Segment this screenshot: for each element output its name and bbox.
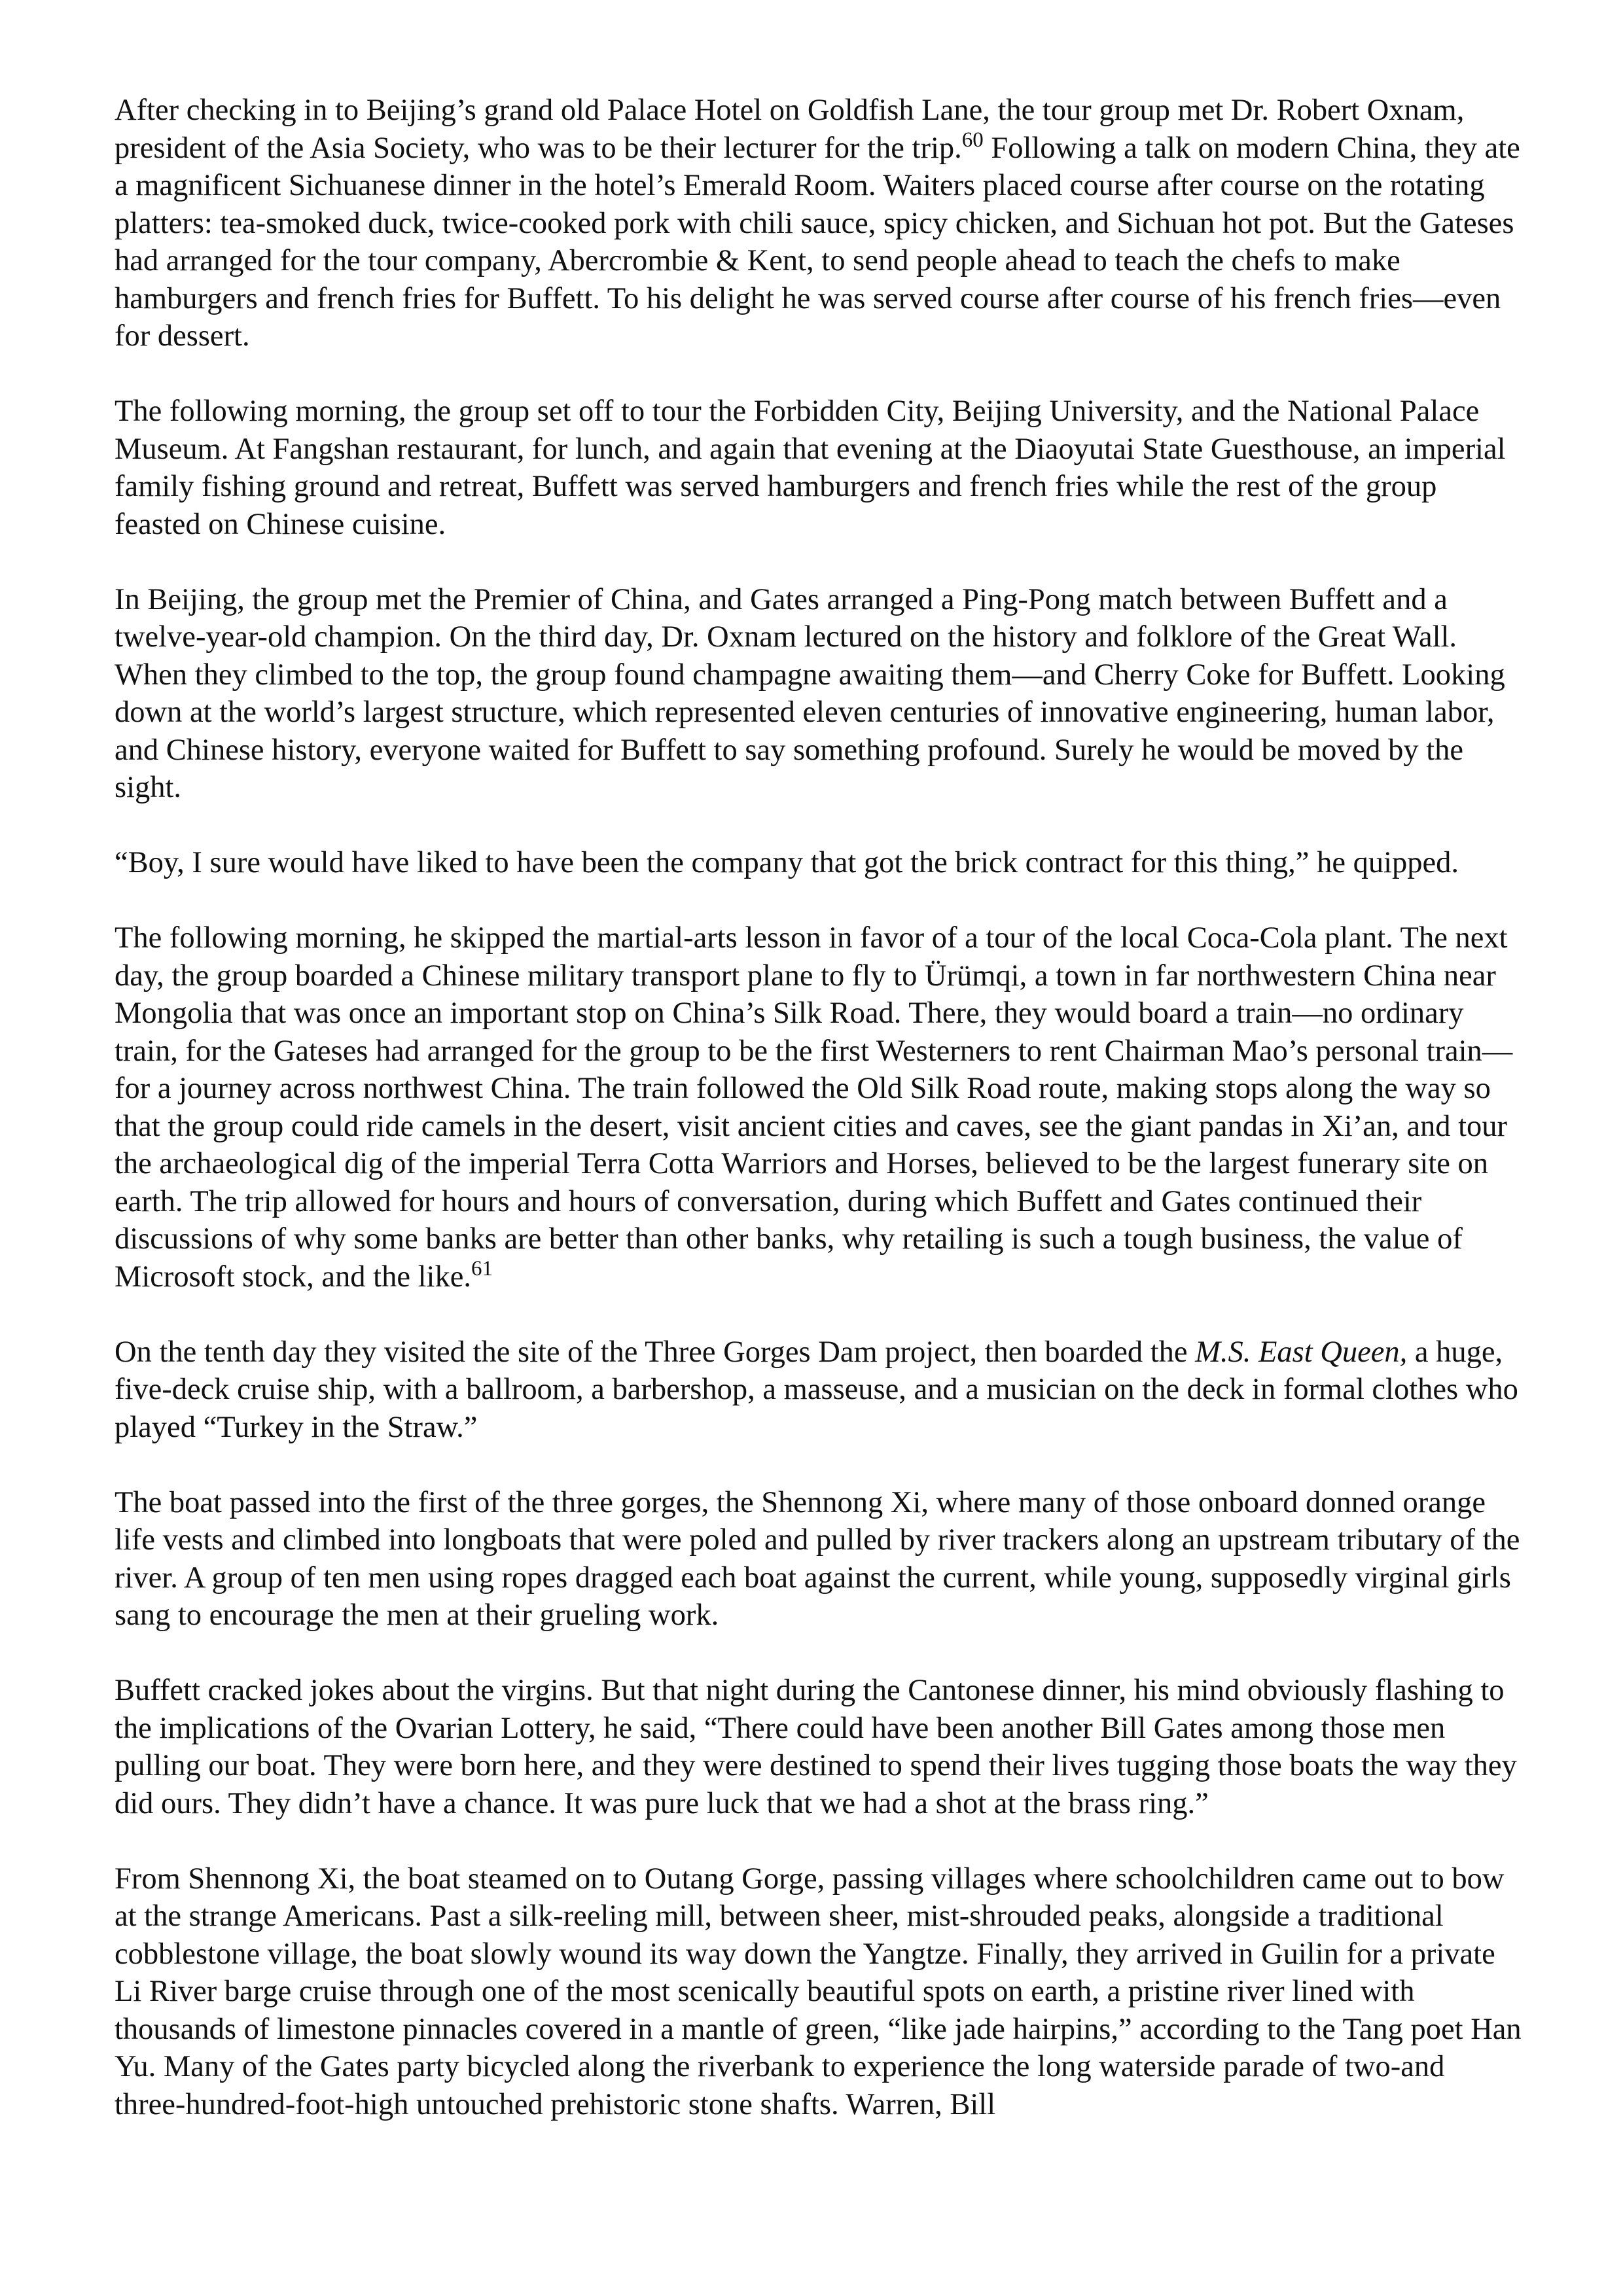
paragraph-text: From Shennong Xi, the boat steamed on to Outang Gorge, passing villages where schoolchildren came out to bow at the strange Americans. Past a silk-reeling mill, between sheer, mist-shrouded peaks, alongside a traditional cobblestone village, the boat slowly wound its way down the Yangtze. Finally, they arrived in Guilin for a private Li River barge cruise through one of the most scenically beautiful spots on earth, a pristine river lined with thousands of limestone pinnacles covered in a mantle of green, “like jade hairpins,” according to the Tang poet Han Yu. Many of the Gates party bicycled along the riverbank to experience the long waterside parade of two-and three-hundred-foot-high untouched prehistoric stone shafts. Warren, Bill (115, 1862, 1522, 2121)
paragraph-text: Following a talk on modern China, they ate a magnificent Sichuanese dinner in the hotel’s Emerald Room. Waiters placed course after course on the rotating platters: tea-smoked duck, twice-cooked pork with chili sauce, spicy chicken, and Sichuan hot pot. But the Gateses had arranged for the tour company, Abercrombie & Kent, to send people ahead to teach the chefs to make hamburgers and french fries for Buffett. To his delight he was served course after course of his french fries—even for dessert. (115, 131, 1520, 353)
paragraph-text: On the tenth day they visited the site of the Three Gorges Dam project, then boarded the (115, 1335, 1196, 1369)
footnote-marker: 60 (961, 128, 984, 152)
paragraph-text: The following morning, he skipped the martial-arts lesson in favor of a tour of the local Coca-Cola plant. The next day, the group boarded a Chinese military transport plane to fly to Ürümqi, a town in far northwestern China near Mongolia that was once an important stop on China’s Silk Road. There, they would board a train—no ordinary train, for the Gateses had arranged for the group to be the first Westerners to rent Chairman Mao’s personal train—for a journey across northwest China. The train followed the Old Silk Road route, making stops along the way so that the group could ride camels in the desert, visit ancient cities and caves, see the giant pandas in Xi’an, and tour the archaeological dig of the imperial Terra Cotta Warriors and Horses, believed to be the largest funerary site on earth. The trip allowed for hours and hours of conversation, during which Buffett and Gates continued their discussions of why some banks are better than other banks, why retailing is such a tough business, the value of Microsoft stock, and the like. (115, 921, 1513, 1294)
paragraph-text: After checking in to Beijing’s grand old Palace Hotel on Goldfish Lane, the tour group met Dr. Robert Oxnam, president of the Asia Society, who was to be their lecturer for the trip. (115, 94, 1465, 165)
footnote-marker: 61 (471, 1256, 493, 1280)
body-paragraph (115, 1333, 1522, 1447)
body-paragraph (115, 92, 1522, 355)
ship-name: M.S. East Queen, (1195, 1335, 1408, 1369)
paragraph-text: The boat passed into the first of the three gorges, the Shennong Xi, where many of those onboard donned orange life vests and climbed into longboats that were poled and pulled by river trackers along an upstream tributary of the river. A group of ten men using ropes dragged each boat against the current, while young, supposedly virginal girls sang to encourage the men at their grueling work. (115, 1485, 1520, 1632)
paragraph-text: a huge, five-deck cruise ship, with a ballroom, a barbershop, a masseuse, and a musician on the deck in formal clothes who played “Turkey in the Straw.” (115, 1335, 1518, 1444)
document-page (115, 92, 1522, 2123)
body-paragraph (115, 581, 1522, 807)
body-paragraph (115, 393, 1522, 543)
body-paragraph (115, 919, 1522, 1296)
paragraph-text: The following morning, the group set off to tour the Forbidden City, Beijing University, and the National Palace Museum. At Fangshan restaurant, for lunch, and again that evening at the Diaoyutai State Guesthouse, an imperial family fishing ground and retreat, Buffett was served hamburgers and french fries while the rest of the group feasted on Chinese cuisine. (115, 395, 1506, 541)
paragraph-text: In Beijing, the group met the Premier of China, and Gates arranged a Ping-Pong match between Buffett and a twelve-year-old champion. On the third day, Dr. Oxnam lectured on the history and folklore of the Great Wall. When they climbed to the top, the group found champagne awaiting them—and Cherry Coke for Buffett. Looking down at the world’s largest structure, which represented eleven centuries of innovative engineering, human labor, and Chinese history, everyone waited for Buffett to say something profound. Surely he would be moved by the sight. (115, 582, 1505, 804)
paragraph-text: “Boy, I sure would have liked to have been the company that got the brick contract for this thing,” he quipped. (115, 846, 1459, 879)
body-paragraph (115, 1860, 1522, 2124)
body-paragraph (115, 1672, 1522, 1822)
body-paragraph (115, 844, 1522, 882)
paragraph-text: Buffett cracked jokes about the virgins. But that night during the Cantonese dinner, his mind obviously flashing to the implications of the Ovarian Lottery, he said, “There could have been another Bill Gates among those men pulling our boat. They were born here, and they were destined to spend their lives tugging those boats the way they did ours. They didn’t have a chance. It was pure luck that we had a shot at the brass ring.” (115, 1674, 1517, 1820)
body-paragraph (115, 1484, 1522, 1634)
